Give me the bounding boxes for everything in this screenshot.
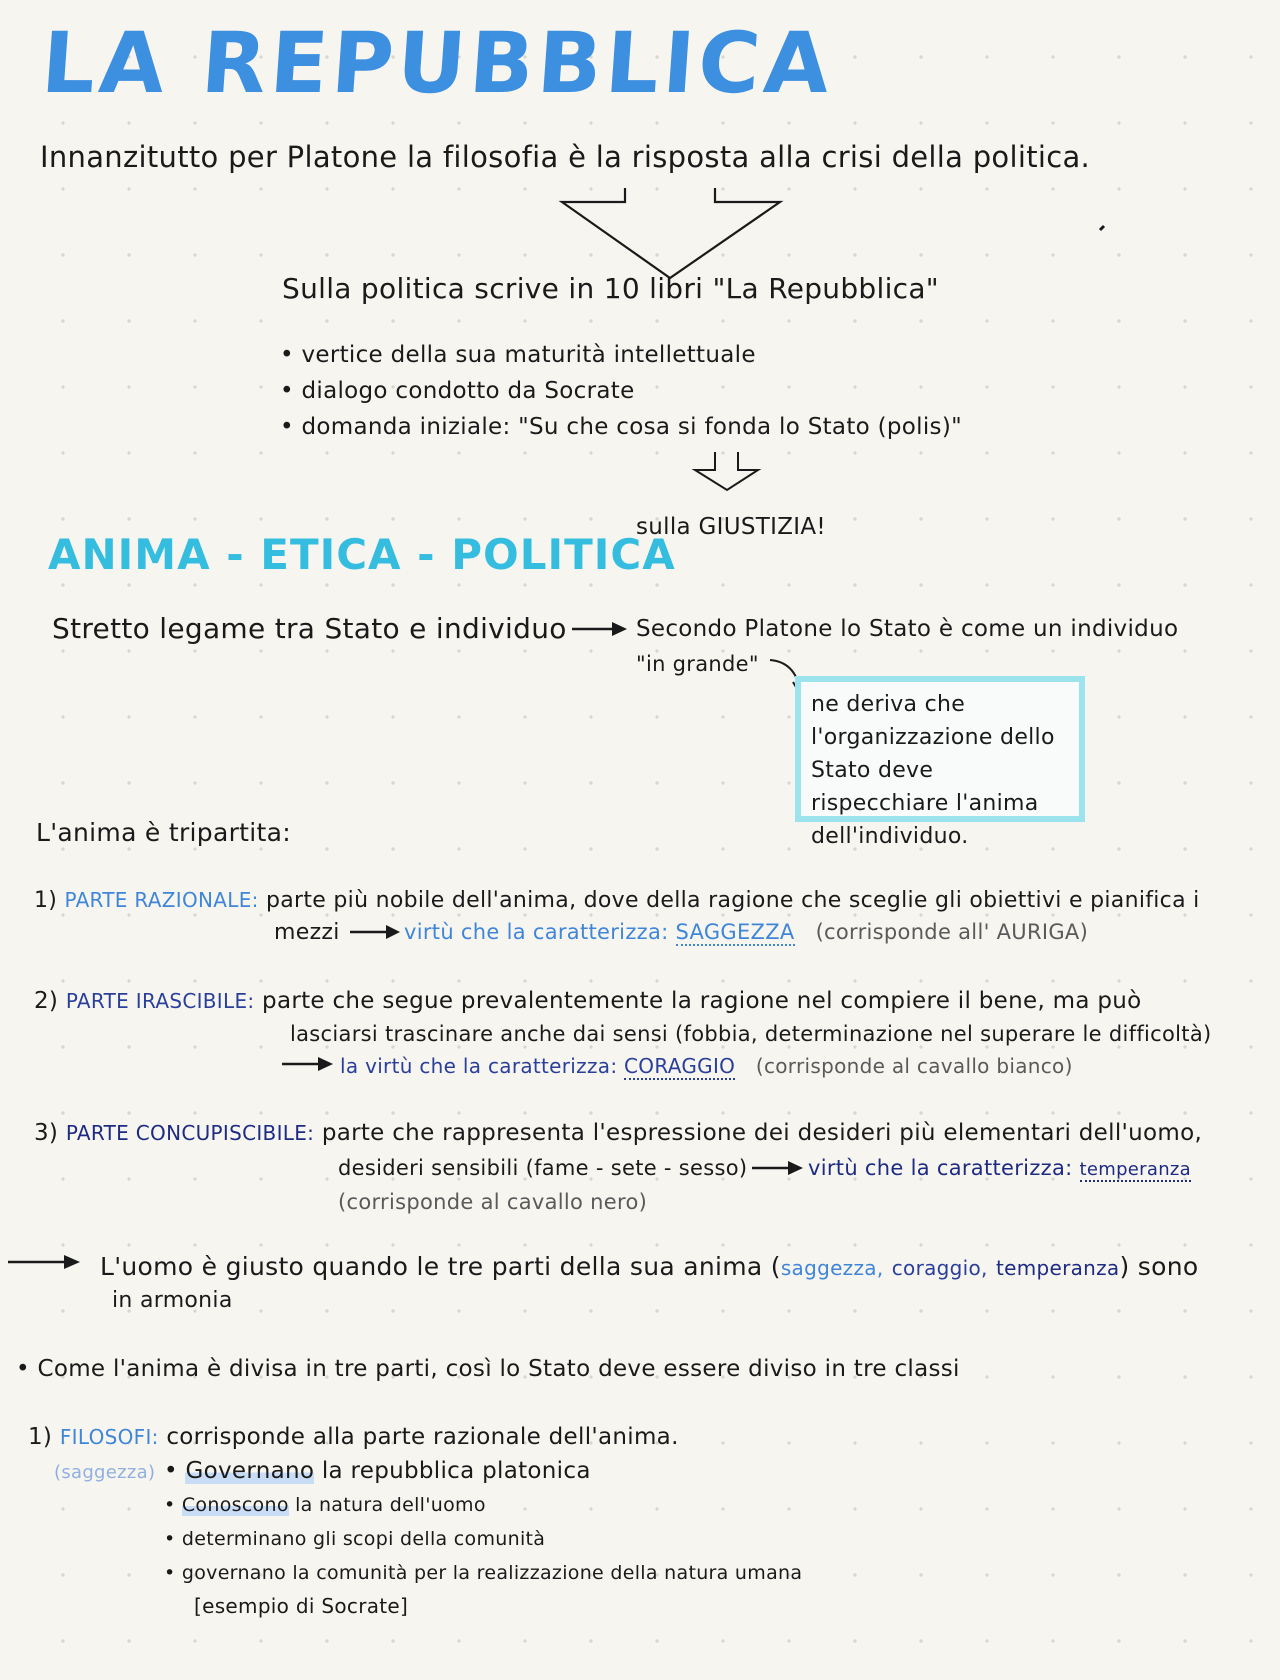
filosofi-text: corrisponde alla parte razionale dell'anima. [166, 1424, 679, 1450]
giusto-end: ) sono [1119, 1252, 1199, 1281]
parte-3-virtu-intro: virtù che la caratterizza: [808, 1156, 1073, 1180]
filosofi-bullet-1-rest: la repubblica platonica [314, 1458, 591, 1484]
parte-1-num: 1) [34, 888, 58, 913]
filosofi-bullet-1: • Governano la repubblica platonica [164, 1458, 591, 1484]
parte-3-label: PARTE CONCUPISCIBILE: [65, 1121, 315, 1145]
highlight-box: ne deriva che l'organizzazione dello Stato deve rispecchiare l'anima dell'individuo. [795, 676, 1085, 822]
filosofi-esempio: [esempio di Socrate] [194, 1594, 409, 1618]
funnel-arrow-icon [562, 188, 780, 278]
parte-2-virtu: CORAGGIO [624, 1054, 736, 1078]
parte-1-mezzi: mezzi [274, 920, 340, 945]
parte-2-text: parte che segue prevalentemente la ragione nel compiere il bene, ma può [262, 988, 1142, 1014]
parte-3-corrisponde: (corrisponde al cavallo nero) [338, 1190, 648, 1214]
classi-intro: • Come l'anima è divisa in tre parti, così lo Stato deve essere diviso in tre classi [16, 1356, 960, 1382]
parte-2-num: 2) [34, 988, 59, 1014]
filosofi-bullet-3-rest: determinano gli scopi della comunità [181, 1528, 546, 1550]
giusto-coraggio: coraggio, [891, 1256, 988, 1280]
parte-3-num: 3) [34, 1120, 59, 1146]
filosofi-bullet-2-hl: Conoscono [181, 1494, 289, 1516]
parte-1-virtu-intro: virtù che la caratterizza: [404, 920, 669, 944]
parte-1-text: parte più nobile dell'anima, dove della ragione che sceglie gli obiettivi e pianifica i [265, 888, 1200, 913]
filosofi-bullet-2: • Conoscono la natura dell'uomo [164, 1494, 486, 1516]
parte-1-corrisponde: (corrisponde all' AURIGA) [815, 920, 1089, 944]
giusto-line2: in armonia [112, 1288, 233, 1313]
filosofi-bullet-4-rest: governano la comunità per la realizzazione della natura umana [181, 1562, 803, 1584]
parte-1-virtu: SAGGEZZA [675, 920, 795, 944]
legame-text: Stretto legame tra Stato e individuo [52, 612, 567, 645]
secondo-text: Secondo Platone lo Stato è come un individuo [636, 616, 1179, 642]
parte-3-text: parte che rappresenta l'espressione dei desideri più elementari dell'uomo, [321, 1120, 1203, 1146]
filosofi-bullet-4: • governano la comunità per la realizzazione della natura umana [164, 1562, 803, 1584]
politica-bullet-3: • domanda iniziale: "Su che cosa si fonda lo Stato (polis)" [280, 414, 962, 440]
in-grande-text: "in grande" [636, 652, 759, 676]
giustizia-result: sulla GIUSTIZIA! [636, 514, 826, 540]
filosofi-num: 1) [28, 1424, 53, 1450]
filosofi-bullet-3: • determinano gli scopi della comunità [164, 1528, 546, 1550]
filosofi-bullet-2-rest: la natura dell'uomo [288, 1494, 486, 1516]
parte-2-label: PARTE IRASCIBILE: [65, 989, 255, 1013]
section-heading: ANIMA - ETICA - POLITICA [48, 530, 676, 579]
filosofi-bullet-1-hl: Governano [185, 1458, 315, 1484]
parte-3-virtu: temperanza [1079, 1159, 1191, 1180]
parte-2-corrisponde: (corrisponde al cavallo bianco) [755, 1054, 1073, 1078]
parte-3-text2: desideri sensibili (fame - sete - sesso) [338, 1156, 748, 1180]
parte-2-text2: lasciarsi trascinare anche dai sensi (fobbia, determinazione nel superare le difficoltà) [290, 1022, 1212, 1046]
giusto-saggezza: saggezza, [780, 1256, 884, 1280]
filosofi-tag: (saggezza) [54, 1462, 156, 1483]
politica-bullet-1: • vertice della sua maturità intellettuale [280, 342, 756, 368]
giusto-temperanza: temperanza [995, 1256, 1120, 1280]
page-title: LA REPUBBLICA [38, 14, 837, 112]
filosofi-label: FILOSOFI: [59, 1425, 159, 1449]
giusto-text: L'uomo è giusto quando le tre parti della sua anima ( [100, 1252, 781, 1281]
parte-1-label: PARTE RAZIONALE: [64, 888, 259, 912]
politica-bullet-2: • dialogo condotto da Socrate [280, 378, 635, 404]
tripartita-text: L'anima è tripartita: [36, 818, 291, 847]
politica-heading: Sulla politica scrive in 10 libri "La Repubblica" [282, 272, 939, 305]
parte-2-virtu-intro: la virtù che la caratterizza: [340, 1054, 618, 1078]
double-down-arrow-icon [695, 452, 758, 490]
intro-line: Innanzitutto per Platone la filosofia è la risposta alla crisi della politica. [40, 140, 1091, 174]
